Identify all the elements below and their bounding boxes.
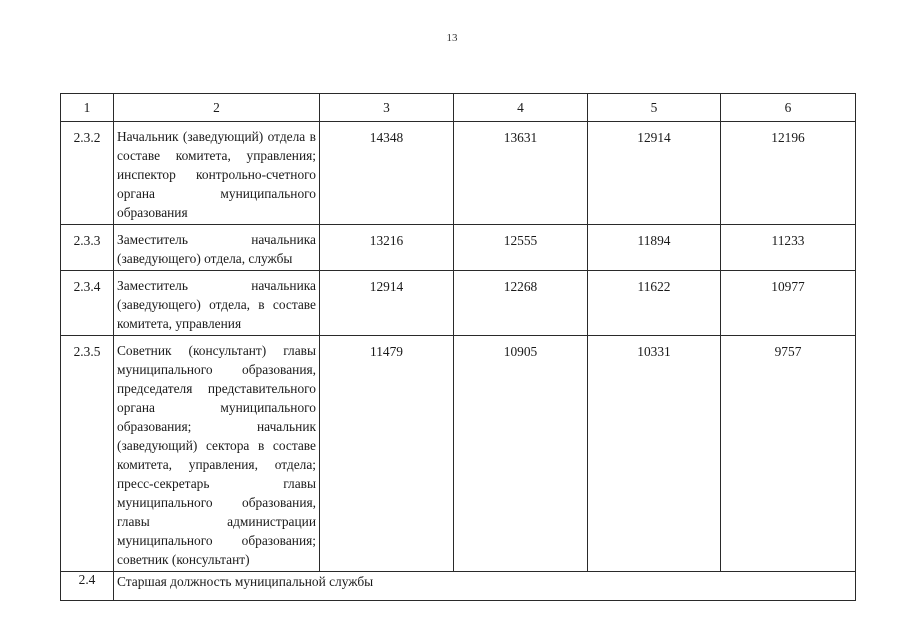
column-header: 5: [588, 94, 721, 122]
table-row: [61, 336, 856, 572]
table-row: [61, 271, 856, 336]
position-title: Заместитель начальника (заведующего) отдела, службы: [114, 225, 320, 271]
section-title: Старшая должность муниципальной службы: [114, 572, 856, 601]
section-row: [61, 572, 856, 601]
salary-value: 13631: [454, 122, 588, 225]
page-number: 13: [446, 32, 458, 44]
salary-value: 10977: [721, 271, 856, 336]
column-header: 2: [114, 94, 320, 122]
column-header: 4: [454, 94, 588, 122]
row-code: 2.3.4: [61, 271, 114, 336]
salary-table: [60, 93, 856, 601]
table-row: [61, 122, 856, 225]
row-code: 2.3.5: [61, 336, 114, 572]
salary-value: 12196: [721, 122, 856, 225]
salary-value: 10905: [454, 336, 588, 572]
section-code: 2.4: [61, 572, 114, 601]
salary-value: 12268: [454, 271, 588, 336]
salary-value: 11622: [588, 271, 721, 336]
position-title: Советник (консультант) главы муниципального образования, председателя представительного органа муниципального образования; начальник (заведующий) сектора в составе комитета, управления, отдела; пресс-секретарь главы муниципального образования, главы администрации муниципального образования; советник (консультант): [114, 336, 320, 572]
salary-value: 12914: [588, 122, 721, 225]
salary-value: 13216: [320, 225, 454, 271]
salary-value: 11233: [721, 225, 856, 271]
row-code: 2.3.3: [61, 225, 114, 271]
table-header-row: [61, 94, 856, 122]
row-code: 2.3.2: [61, 122, 114, 225]
column-header: 1: [61, 94, 114, 122]
salary-value: 9757: [721, 336, 856, 572]
salary-value: 14348: [320, 122, 454, 225]
position-title: Начальник (заведующий) отдела в составе комитета, управления; инспектор контрольно-счетного органа муниципального образования: [114, 122, 320, 225]
column-header: 6: [721, 94, 856, 122]
salary-value: 12914: [320, 271, 454, 336]
salary-value: 11479: [320, 336, 454, 572]
column-header: 3: [320, 94, 454, 122]
salary-value: 12555: [454, 225, 588, 271]
table-row: [61, 225, 856, 271]
salary-value: 11894: [588, 225, 721, 271]
salary-value: 10331: [588, 336, 721, 572]
position-title: Заместитель начальника (заведующего) отдела, в составе комитета, управления: [114, 271, 320, 336]
